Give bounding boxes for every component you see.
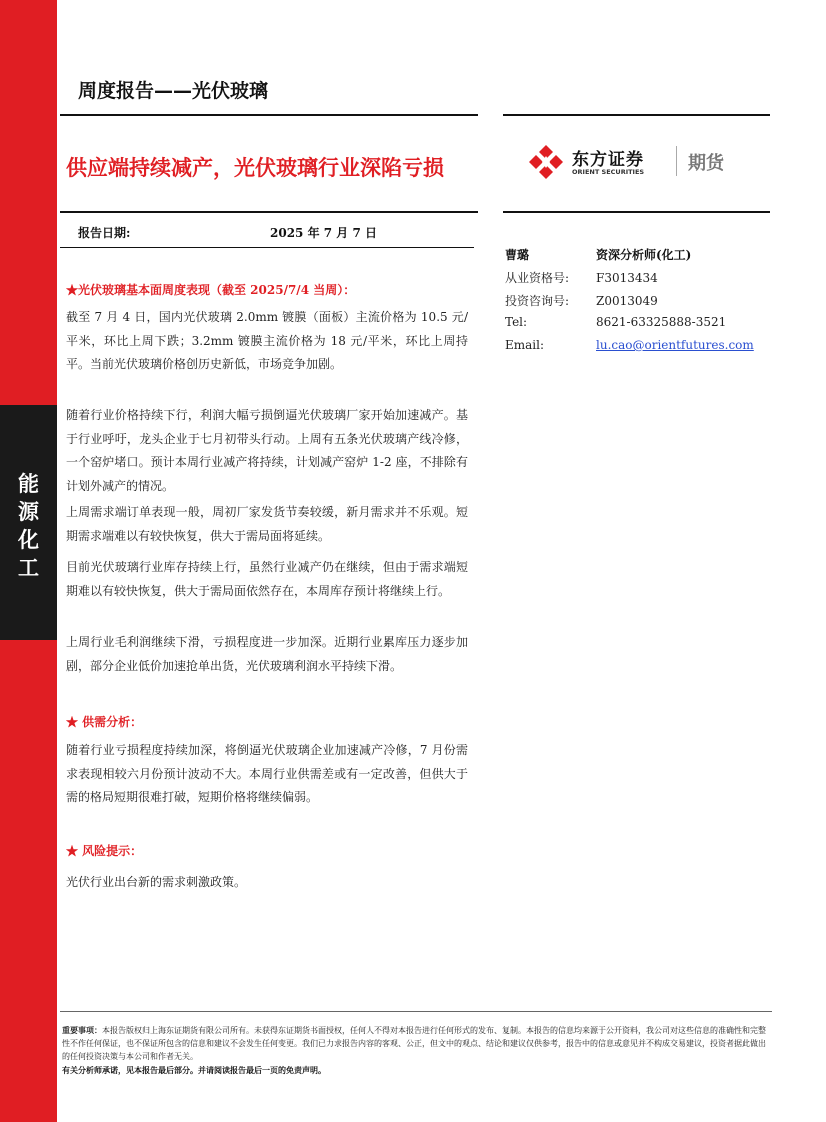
info-label: 从业资格号: (505, 271, 570, 285)
paragraph: 上周需求端订单表现一般，周初厂家发货节奏较缓，新月需求并不乐观。短期需求端难以有较快恢复，供大于需局面将延续。 (66, 505, 468, 543)
logo-name-en: ORIENT SECURITIES (572, 168, 645, 176)
paragraph: 光伏行业出台新的需求刺激政策。 (66, 875, 247, 889)
logo-name-cn: 东方证券 (572, 150, 644, 170)
headline: 供应端持续减产，光伏玻璃行业深陷亏损 (66, 156, 444, 180)
analyst-qualification (505, 269, 658, 286)
rule-top-right (503, 114, 770, 116)
report-type: 周度报告——光伏玻璃 (78, 80, 269, 102)
info-value: Z0013049 (596, 294, 658, 308)
info-label: Email: (505, 338, 545, 352)
logo-division: 期货 (688, 153, 724, 174)
analyst-title: 资深分析师(化工) (596, 248, 692, 262)
analyst-tel (505, 315, 726, 329)
disclaimer-text: 本报告版权归上海东证期货有限公司所有。未获得东证期货书面授权，任何人不得对本报告进行任何形式的发布、复制。本报告的信息均来源于公开资料，我公司对这些信息的准确性和完整性不作任何保证，也不保证所包含的信息和建议不会发生任何变更。我们已力求报告内容的客观、公正，但文中的观点、结论和建议仅供参考，报告中的信息或意见并不构成交易建议，投资者据此做出的任何投资决策与本公司和作者无关。 (62, 1026, 766, 1061)
paragraph: 目前光伏玻璃行业库存持续上行，虽然行业减产仍在继续，但由于需求端短期难以有较快恢复，供大于需局面依然存在，本周库存预计将继续上行。 (66, 560, 468, 598)
disclaimer (62, 1024, 770, 1063)
report-date-label: 报告日期: (78, 226, 131, 240)
sector-label: 能 源 化 工 (18, 472, 39, 580)
analyst-note: 有关分析师承诺，见本报告最后部分。并请阅读报告最后一页的免责声明。 (62, 1066, 326, 1075)
rule-mid-right (503, 211, 770, 213)
rule-date-underline (60, 247, 474, 248)
rule-mid-left (60, 211, 478, 213)
supply-demand-heading: ★ 供需分析： (66, 715, 143, 729)
logo-diamond-icon (528, 144, 564, 180)
risk-heading: ★ 风险提示： (66, 844, 143, 858)
rule-top-left (60, 114, 478, 116)
paragraph: 上周行业毛利润继续下滑，亏损程度进一步加深。近期行业累库压力逐步加剧，部分企业低价加速抢单出货，光伏玻璃利润水平持续下滑。 (66, 635, 468, 673)
email-link[interactable]: lu.cao@orientfutures.com (596, 338, 754, 352)
info-label: 投资咨询号: (505, 294, 570, 308)
analyst-consult-number (505, 292, 658, 309)
rule-footer-top (60, 1011, 772, 1012)
info-value: F3013434 (596, 271, 658, 285)
logo-separator (676, 146, 677, 176)
paragraph: 随着行业价格持续下行，利润大幅亏损倒逼光伏玻璃厂家开始加速减产。基于行业呼吁，龙头企业于七月初带头行动。上周有五条光伏玻璃产线冷修，一个窑炉堵口。预计本周行业减产将持续，计划减产窑炉 1-2 座，不排除有计划外减产的情况。 (66, 408, 468, 493)
paragraph: 随着行业亏损程度持续加深，将倒逼光伏玻璃企业加速减产冷修，7 月份需求表现相较六月份预计波动不大。本周行业供需差或有一定改善，但供大于需的格局短期很难打破，短期价格将继续偏弱。 (66, 743, 468, 804)
report-date-value: 2025 年 7 月 7 日 (270, 226, 377, 240)
analyst-email (505, 338, 754, 352)
info-label: Tel: (505, 315, 528, 329)
info-value: 8621-63325888-3521 (596, 315, 727, 329)
analyst-name: 曹璐 (505, 248, 530, 262)
paragraph: 截至 7 月 4 日，国内光伏玻璃 2.0mm 镀膜（面板）主流价格为 10.5 元/平米，环比上周下跌；3.2mm 镀膜主流价格为 18 元/平米，环比上周持平。当前光伏玻璃价格创历史新低，市场竞争加剧。 (66, 310, 468, 371)
disclaimer-label: 重要事项： (62, 1026, 102, 1035)
fundamentals-heading: ★光伏玻璃基本面周度表现（截至 2025/7/4 当周）： (66, 283, 356, 297)
company-logo (528, 142, 768, 182)
